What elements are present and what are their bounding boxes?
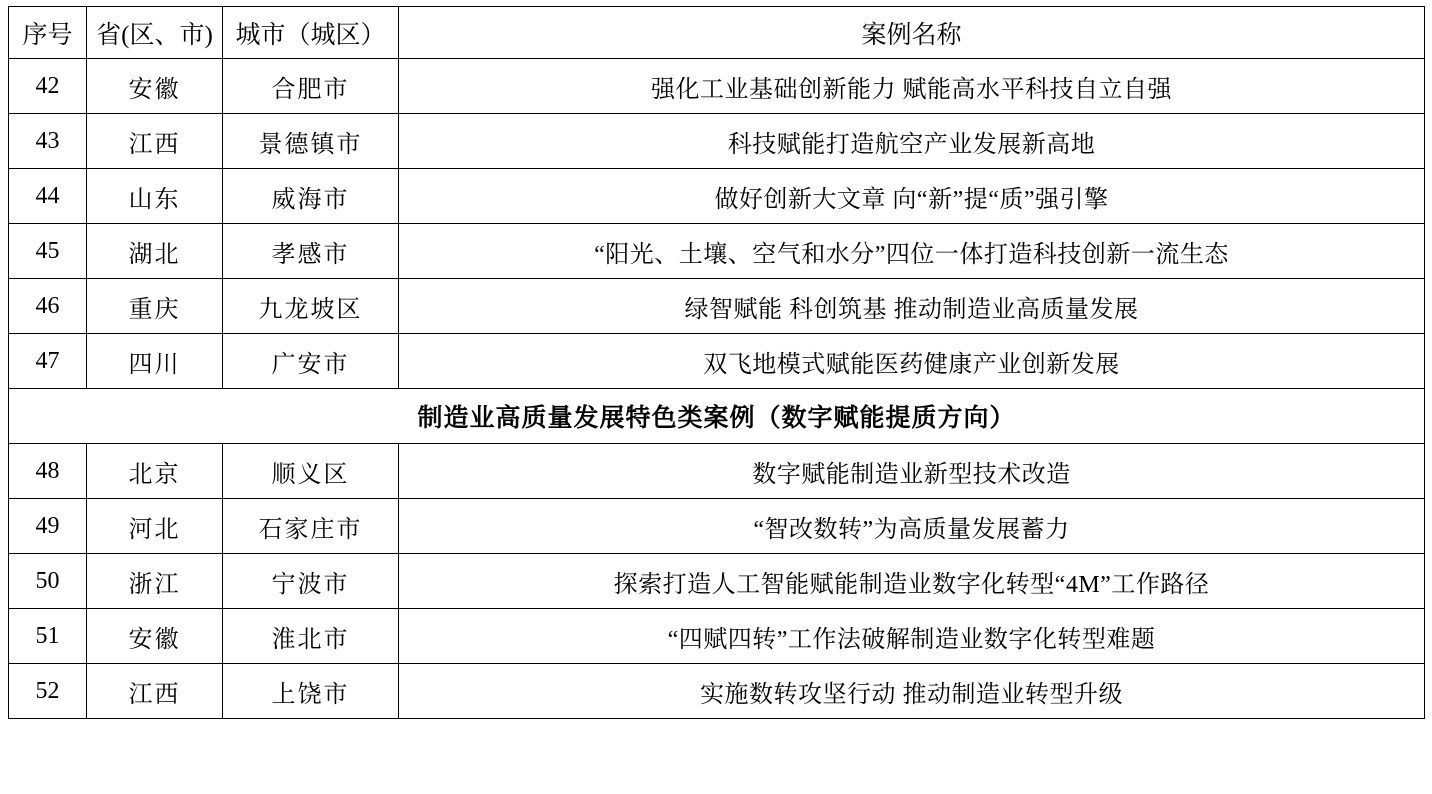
cell-province: 四川 (87, 334, 223, 389)
cell-province: 重庆 (87, 279, 223, 334)
table-row (9, 664, 1425, 719)
cell-case-name: “四赋四转”工作法破解制造业数字化转型难题 (399, 609, 1425, 664)
cell-case-name: “阳光、土壤、空气和水分”四位一体打造科技创新一流生态 (399, 224, 1425, 279)
cell-case-name: 绿智赋能 科创筑基 推动制造业高质量发展 (399, 279, 1425, 334)
cell-city: 九龙坡区 (223, 279, 399, 334)
cell-province: 北京 (87, 444, 223, 499)
column-header-case-name: 案例名称 (399, 7, 1425, 59)
cell-no: 50 (9, 554, 87, 609)
cell-province: 安徽 (87, 609, 223, 664)
cell-province: 江西 (87, 664, 223, 719)
cell-no: 48 (9, 444, 87, 499)
cell-province: 安徽 (87, 59, 223, 114)
cell-city: 孝感市 (223, 224, 399, 279)
cell-city: 淮北市 (223, 609, 399, 664)
cell-case-name: 双飞地模式赋能医药健康产业创新发展 (399, 334, 1425, 389)
cell-city: 宁波市 (223, 554, 399, 609)
cell-no: 43 (9, 114, 87, 169)
cell-city: 石家庄市 (223, 499, 399, 554)
cell-no: 44 (9, 169, 87, 224)
column-header-no: 序号 (9, 7, 87, 59)
cell-city: 上饶市 (223, 664, 399, 719)
table-row (9, 334, 1425, 389)
cell-no: 49 (9, 499, 87, 554)
cell-no: 47 (9, 334, 87, 389)
cell-province: 江西 (87, 114, 223, 169)
section-title: 制造业高质量发展特色类案例（数字赋能提质方向） (9, 389, 1425, 444)
table-row (9, 169, 1425, 224)
cell-city: 广安市 (223, 334, 399, 389)
cell-case-name: 探索打造人工智能赋能制造业数字化转型“4M”工作路径 (399, 554, 1425, 609)
cell-city: 威海市 (223, 169, 399, 224)
table-row (9, 444, 1425, 499)
cell-no: 51 (9, 609, 87, 664)
cell-case-name: 数字赋能制造业新型技术改造 (399, 444, 1425, 499)
cell-case-name: 科技赋能打造航空产业发展新高地 (399, 114, 1425, 169)
table-header-row (9, 7, 1425, 59)
column-header-city: 城市（城区） (223, 7, 399, 59)
table-body (9, 59, 1425, 719)
cell-no: 42 (9, 59, 87, 114)
cell-no: 46 (9, 279, 87, 334)
table-row (9, 224, 1425, 279)
column-header-province: 省(区、市) (87, 7, 223, 59)
cell-province: 湖北 (87, 224, 223, 279)
cell-province: 浙江 (87, 554, 223, 609)
cell-case-name: “智改数转”为高质量发展蓄力 (399, 499, 1425, 554)
table-row (9, 59, 1425, 114)
cell-case-name: 做好创新大文章 向“新”提“质”强引擎 (399, 169, 1425, 224)
cell-province: 山东 (87, 169, 223, 224)
cell-case-name: 强化工业基础创新能力 赋能高水平科技自立自强 (399, 59, 1425, 114)
cell-no: 52 (9, 664, 87, 719)
table-header (9, 7, 1425, 59)
table-row (9, 554, 1425, 609)
cell-no: 45 (9, 224, 87, 279)
cell-city: 合肥市 (223, 59, 399, 114)
table-row (9, 499, 1425, 554)
table-section-row (9, 389, 1425, 444)
table-row (9, 114, 1425, 169)
table-row (9, 279, 1425, 334)
cell-province: 河北 (87, 499, 223, 554)
case-table (8, 6, 1425, 719)
table-row (9, 609, 1425, 664)
cell-city: 景德镇市 (223, 114, 399, 169)
cell-city: 顺义区 (223, 444, 399, 499)
cell-case-name: 实施数转攻坚行动 推动制造业转型升级 (399, 664, 1425, 719)
